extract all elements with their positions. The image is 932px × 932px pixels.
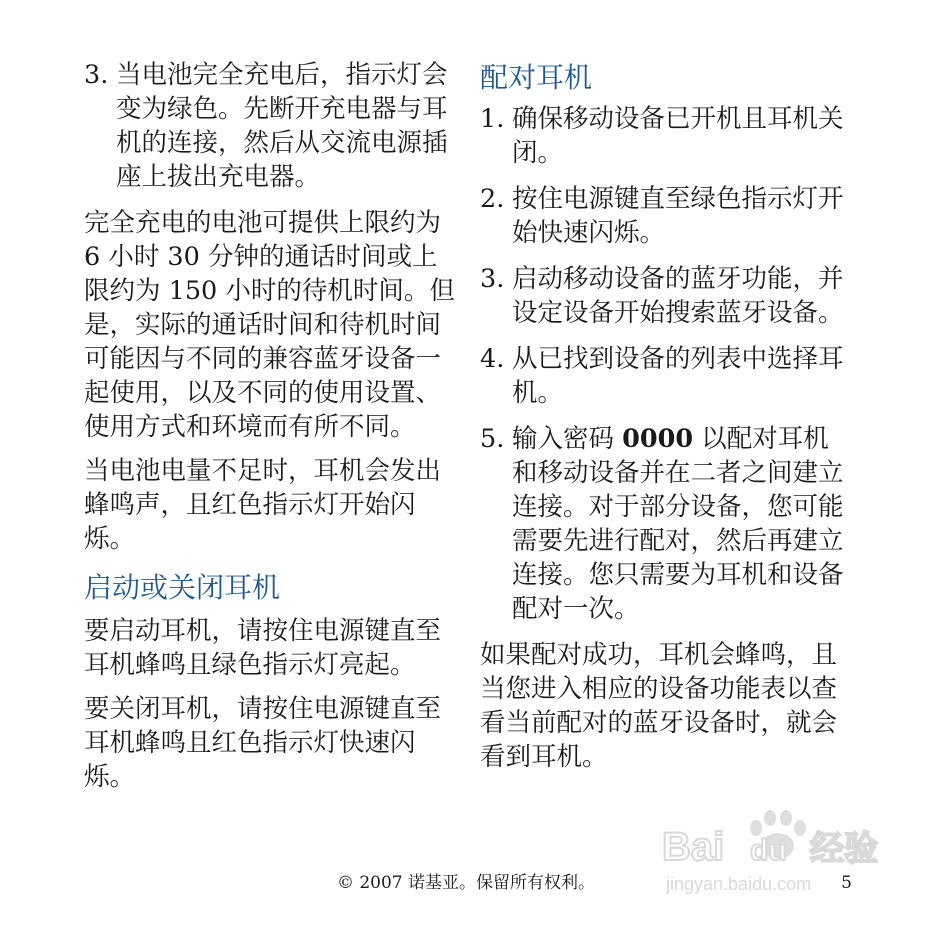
battery-life-paragraph: 完全充电的电池可提供上限约为 6 小时 30 分钟的通话时间或上限约为 150 小时的待机时间。但是，实际的通话时间和待机时间可能因与不同的兼容蓝牙设备一起使用，以及不同的使用设置、使用方式和环境而有所不同。 (84, 208, 455, 442)
watermark-url: jingyan.baidu.com (666, 874, 812, 894)
step-text: 按住电源键直至绿色指示灯开始快速闪烁。 (512, 184, 844, 248)
pairing-success-paragraph: 如果配对成功，耳机会蜂鸣，且当您进入相应的设备功能表以查看当前配对的蓝牙设备时，就会看到耳机。 (480, 640, 838, 772)
step-text: 确保移动设备已开机且耳机关闭。 (512, 104, 844, 168)
step-number: 2. (480, 184, 505, 214)
step-text: 从已找到设备的列表中选择耳机。 (512, 344, 844, 408)
list-item (84, 58, 456, 194)
step-text: 启动移动设备的蓝牙功能，并设定设备开始搜索蓝牙设备。 (512, 264, 844, 328)
power-on-paragraph: 要启动耳机，请按住电源键直至耳机蜂鸣且绿色指示灯亮起。 (84, 616, 442, 680)
power-off-paragraph: 要关闭耳机，请按住电源键直至耳机蜂鸣且红色指示灯快速闪烁。 (84, 694, 442, 792)
step-number: 1. (480, 104, 505, 134)
section-heading-pairing: 配对耳机 (480, 61, 593, 94)
step-number: 5. (480, 424, 505, 454)
section-heading-power: 启动或关闭耳机 (84, 571, 281, 604)
low-battery-paragraph: 当电池电量不足时，耳机会发出蜂鸣声，且红色指示灯开始闪烁。 (84, 456, 442, 554)
page-number: 5 (841, 873, 852, 893)
list-item (480, 262, 852, 330)
list-item (480, 182, 852, 250)
watermark-brand-latin: Bai (662, 825, 725, 869)
step-number: 3. (480, 264, 505, 294)
step-number: 4. (480, 344, 505, 374)
step-text-before: 输入密码 (512, 424, 623, 454)
step-number: 3. (84, 60, 109, 90)
list-item (480, 102, 852, 170)
watermark-brand-cn: 经验 (810, 829, 878, 869)
pairing-steps-list (480, 102, 852, 626)
copyright-footer: © 2007 诺基亚。保留所有权利。 (336, 873, 596, 893)
left-column (84, 58, 456, 804)
step-text-after: 以配对耳机和移动设备并在二者之间建立连接。对于部分设备，您可能需要先进行配对，然后再建立连接。您只需要为耳机和设备配对一次。 (512, 424, 844, 624)
right-column (480, 58, 852, 784)
charging-steps-list (84, 58, 456, 194)
passcode: 0000 (622, 424, 694, 454)
list-item (480, 342, 852, 410)
watermark-brand-du: du (750, 834, 787, 867)
step-text: 当电池完全充电后，指示灯会变为绿色。先断开充电器与耳机的连接，然后从交流电源插座上拔出充电器。 (116, 60, 448, 192)
list-item (480, 422, 852, 626)
